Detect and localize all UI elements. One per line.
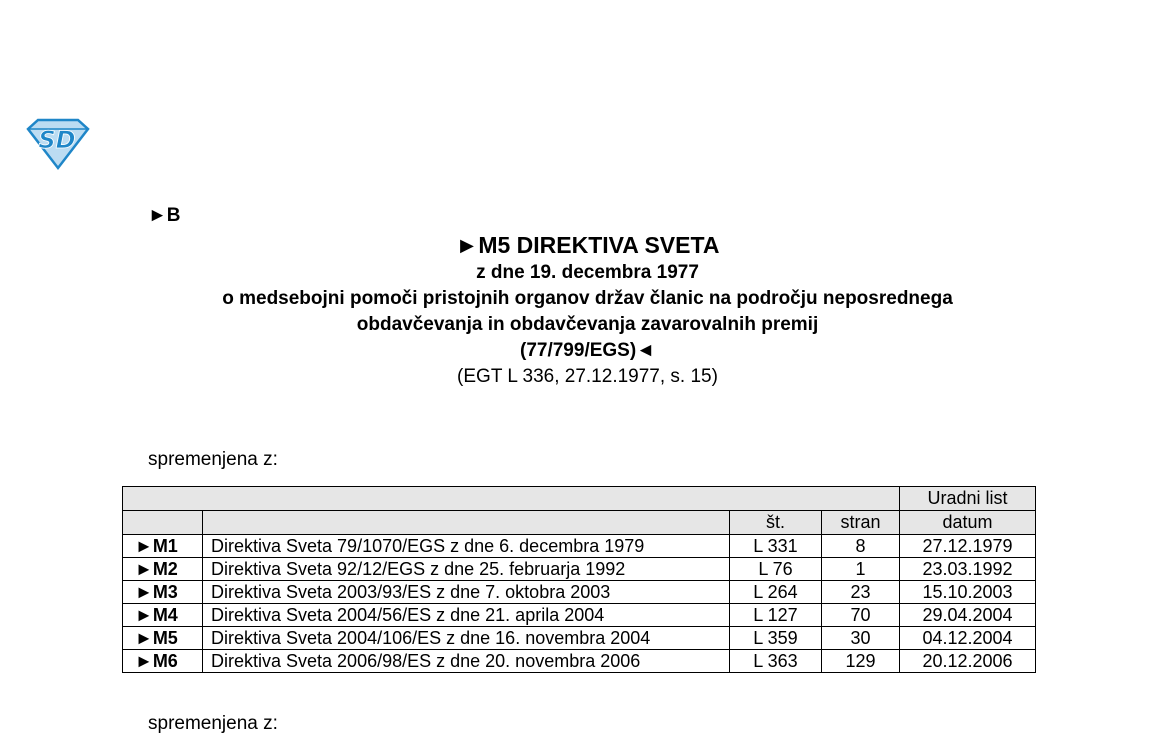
- table-row: [123, 558, 1036, 581]
- document-subject-line-1: o medsebojni pomoči pristojnih organov držav članic na področju neposrednega: [222, 288, 953, 309]
- amended-label-bottom: spremenjena z:: [148, 713, 278, 734]
- journal-number: L 76: [730, 558, 822, 581]
- journal-number: L 359: [730, 627, 822, 650]
- table-row: [123, 627, 1036, 650]
- header-blank-desc: [203, 511, 730, 535]
- journal-date: 27.12.1979: [900, 535, 1036, 558]
- table-row: [123, 535, 1036, 558]
- header-blank-cell: [123, 487, 900, 511]
- amendment-marker[interactable]: ►M3: [123, 581, 203, 604]
- table-header-row: [123, 511, 1036, 535]
- journal-date: 20.12.2006: [900, 650, 1036, 673]
- amended-label: spremenjena z:: [148, 449, 278, 470]
- amendments-table: [122, 486, 1036, 673]
- journal-page: 8: [822, 535, 900, 558]
- table-header-group-row: [123, 487, 1036, 511]
- journal-date: 29.04.2004: [900, 604, 1036, 627]
- table-row: [123, 650, 1036, 673]
- document-title-block: [120, 230, 1055, 390]
- journal-page: 30: [822, 627, 900, 650]
- document-subject-line-2: obdavčevanja in obdavčevanja zavarovalnih premij: [356, 314, 819, 335]
- amendment-marker[interactable]: ►M1: [123, 535, 203, 558]
- journal-date: 15.10.2003: [900, 581, 1036, 604]
- amendment-description: Direktiva Sveta 92/12/EGS z dne 25. februarja 1992: [203, 558, 730, 581]
- journal-page: 70: [822, 604, 900, 627]
- logo-text: SD: [38, 126, 76, 154]
- header-page: stran: [822, 511, 900, 535]
- amendment-marker[interactable]: ►M4: [123, 604, 203, 627]
- amendment-description: Direktiva Sveta 2004/56/ES z dne 21. aprila 2004: [203, 604, 730, 627]
- journal-number: L 127: [730, 604, 822, 627]
- amendment-description: Direktiva Sveta 2003/93/ES z dne 7. oktobra 2003: [203, 581, 730, 604]
- header-blank-marker: [123, 511, 203, 535]
- document-number: (77/799/EGS)◄: [520, 340, 655, 361]
- header-date: datum: [900, 511, 1036, 535]
- sd-diamond-logo-icon: [22, 117, 92, 171]
- amendment-description: Direktiva Sveta 2006/98/ES z dne 20. novembra 2006: [203, 650, 730, 673]
- header-number: št.: [730, 511, 822, 535]
- table-row: [123, 581, 1036, 604]
- journal-page: 23: [822, 581, 900, 604]
- marker-b[interactable]: ►B: [148, 205, 181, 226]
- journal-number: L 363: [730, 650, 822, 673]
- journal-page: 129: [822, 650, 900, 673]
- journal-page: 1: [822, 558, 900, 581]
- document-reference: (EGT L 336, 27.12.1977, s. 15): [457, 366, 718, 387]
- document-title[interactable]: ►M5 DIREKTIVA SVETA: [455, 232, 720, 258]
- amendment-description: Direktiva Sveta 2004/106/ES z dne 16. novembra 2004: [203, 627, 730, 650]
- journal-date: 23.03.1992: [900, 558, 1036, 581]
- amendment-description: Direktiva Sveta 79/1070/EGS z dne 6. decembra 1979: [203, 535, 730, 558]
- amendment-marker[interactable]: ►M5: [123, 627, 203, 650]
- header-official-journal: Uradni list: [900, 487, 1036, 511]
- document-date: z dne 19. decembra 1977: [476, 262, 699, 283]
- amendment-marker[interactable]: ►M6: [123, 650, 203, 673]
- amendment-marker[interactable]: ►M2: [123, 558, 203, 581]
- table-row: [123, 604, 1036, 627]
- journal-number: L 264: [730, 581, 822, 604]
- journal-number: L 331: [730, 535, 822, 558]
- journal-date: 04.12.2004: [900, 627, 1036, 650]
